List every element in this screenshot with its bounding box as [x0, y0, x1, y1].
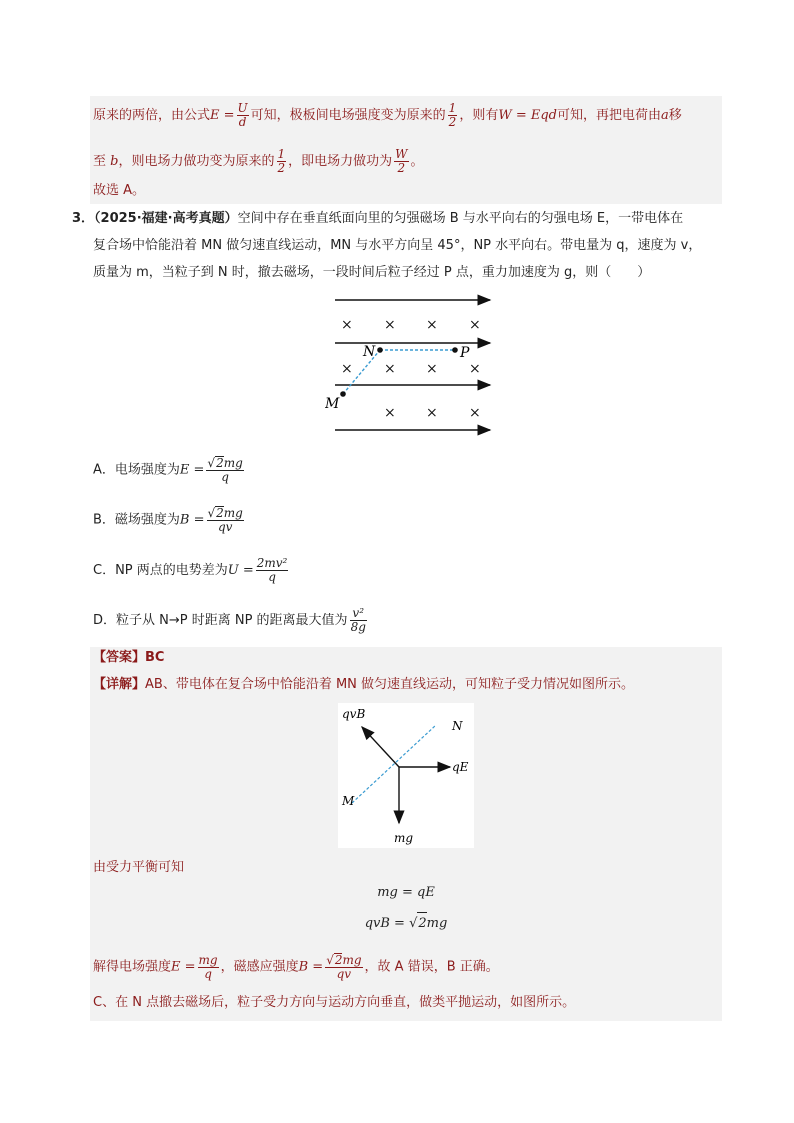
frac-num: √2mg — [326, 953, 362, 967]
option-text: D．粒子从 N→P 时距离 NP 的距离最大值为 — [93, 613, 348, 628]
point-n — [377, 347, 383, 353]
text: 可知，再把电荷由 — [556, 108, 661, 123]
frac-num: W — [395, 147, 408, 161]
cross-mark: × — [469, 317, 481, 333]
label-m: M — [325, 396, 340, 412]
cross-mark: × — [469, 405, 481, 421]
frac-den: qv — [217, 520, 233, 534]
text: ，故 A 错误，B 正确。 — [364, 959, 499, 975]
cross-mark: × — [341, 361, 353, 377]
fraction-u-over-d — [237, 102, 249, 129]
cross-mark: × — [384, 405, 396, 421]
charge-a: a — [661, 108, 669, 123]
frac-den: 2 — [277, 161, 286, 175]
sqrt-arg: 2 — [334, 953, 343, 967]
eq-lhs: E = — [179, 462, 205, 478]
charge-b: b — [110, 154, 119, 169]
question-line-1 — [72, 209, 683, 229]
eq-lhs: U = — [227, 563, 254, 578]
fraction-w-half — [394, 148, 408, 175]
eq-lhs: qvB = — [364, 916, 405, 931]
path-mn-force — [352, 725, 436, 803]
detail-label: 【详解】 — [93, 677, 146, 692]
frac-num: U — [237, 101, 248, 115]
fraction-half — [448, 102, 458, 129]
frac-num: √2mg — [207, 456, 243, 470]
question-number: 3． — [72, 211, 95, 226]
cross-mark: × — [469, 361, 481, 377]
label-m-force: M — [342, 794, 355, 808]
frac-den: d — [238, 115, 247, 129]
text: 解得电场强度 — [93, 959, 172, 975]
label-qe: qE — [452, 760, 469, 774]
frac-den: 8g — [350, 620, 366, 634]
eq-lhs: E = — [210, 108, 235, 123]
option-d[interactable] — [93, 607, 369, 634]
text: ，则有 — [459, 108, 499, 123]
frac-num: mg — [198, 952, 218, 967]
option-text: C．NP 两点的电势差为 — [93, 563, 228, 578]
prev-choice: 故选 A。 — [93, 183, 146, 198]
sqrt-arg: 2 — [417, 912, 426, 935]
frac-num: 2mv² — [256, 556, 288, 570]
cross-mark: × — [341, 317, 353, 333]
num-rest: mg — [223, 506, 243, 520]
fraction — [325, 953, 362, 981]
text: 移 — [668, 108, 682, 123]
frac-den: q — [221, 470, 229, 484]
cross-mark: × — [426, 361, 438, 377]
num-rest: mg — [223, 456, 243, 470]
c-explanation: C、在 N 点撤去磁场后，粒子受力方向与运动方向垂直，做类平抛运动，如图所示。 — [93, 995, 576, 1010]
fraction — [198, 954, 219, 981]
prev-solution-line-1 — [93, 102, 682, 129]
fraction — [207, 506, 244, 534]
eq-w: W = Eqd — [498, 108, 557, 123]
text: 。 — [410, 154, 424, 169]
fraction-half-2 — [277, 148, 287, 175]
num-rest: mg — [342, 953, 362, 967]
balance-intro: 由受力平衡可知 — [93, 860, 185, 875]
question-line-3: 质量为 m，当粒子到 N 时，撤去磁场，一段时间后粒子经过 P 点，重力加速度为 g，则（ ） — [93, 265, 651, 280]
cross-mark: × — [426, 317, 438, 333]
option-text: B．磁场强度为 — [93, 512, 180, 528]
fraction — [256, 557, 289, 584]
prev-solution-line-2 — [93, 148, 424, 175]
fraction — [206, 456, 243, 484]
point-p — [452, 347, 458, 353]
frac-den: 2 — [448, 115, 457, 129]
option-text: A．电场强度为 — [93, 462, 180, 478]
label-p: P — [460, 345, 470, 361]
equation-mg-qe: mg = qE — [377, 885, 435, 900]
frac-den: qv — [336, 967, 352, 981]
frac-num: √2mg — [207, 506, 243, 520]
question-text: 空间中存在垂直纸面向里的匀强磁场 B 与水平向右的匀强电场 E，一带电体在 — [237, 211, 684, 226]
sqrt-arg: 2 — [216, 506, 224, 520]
frac-den: 2 — [397, 161, 406, 175]
option-b[interactable] — [93, 506, 246, 534]
question-source: （2025·福建·高考真题） — [94, 211, 238, 226]
force-diagram — [338, 703, 474, 848]
frac-den: q — [268, 570, 276, 584]
text: ，磁感应强度 — [220, 959, 299, 975]
frac-num: v² — [350, 607, 367, 621]
cross-mark: × — [384, 361, 396, 377]
text: ，即电场力做功为 — [288, 154, 393, 169]
force-qvb — [362, 727, 399, 767]
eq-lhs: B = — [179, 512, 205, 528]
result-line — [93, 953, 499, 981]
label-n: N — [363, 344, 376, 360]
text: 可知，极板间电场强度变为原来的 — [250, 108, 446, 123]
equation-qvb: qvB = √2mg — [90, 912, 722, 935]
point-m — [340, 391, 346, 397]
cross-mark: × — [426, 405, 438, 421]
detail-line — [93, 675, 634, 695]
eq-lhs: B = — [298, 959, 324, 975]
answer-label: 【答案】BC — [93, 650, 165, 665]
detail-text: AB、带电体在复合场中恰能沿着 MN 做匀速直线运动，可知粒子受力情况如图所示。 — [145, 677, 635, 692]
text: 至 — [93, 154, 107, 169]
cross-mark: × — [384, 317, 396, 333]
label-n-force: N — [452, 719, 463, 733]
field-diagram — [325, 288, 495, 438]
frac-num: 1 — [277, 147, 286, 161]
text: 原来的两倍，由公式 — [93, 108, 211, 123]
sqrt-arg: 2 — [216, 456, 224, 470]
fraction — [350, 607, 367, 634]
label-mg: mg — [394, 831, 414, 845]
option-c[interactable] — [93, 557, 290, 584]
frac-num: 1 — [448, 101, 457, 115]
frac-den: q — [204, 966, 212, 981]
option-a[interactable] — [93, 456, 246, 484]
question-line-2: 复合场中恰能沿着 MN 做匀速直线运动，MN 与水平方向呈 45°，NP 水平向右。带电量为 q，速度为 v， — [93, 238, 702, 253]
eq-rest: mg — [426, 916, 448, 931]
label-qvb: qvB — [342, 707, 366, 721]
eq-lhs: E = — [171, 959, 196, 975]
text: ，则电场力做功变为原来的 — [118, 154, 275, 169]
